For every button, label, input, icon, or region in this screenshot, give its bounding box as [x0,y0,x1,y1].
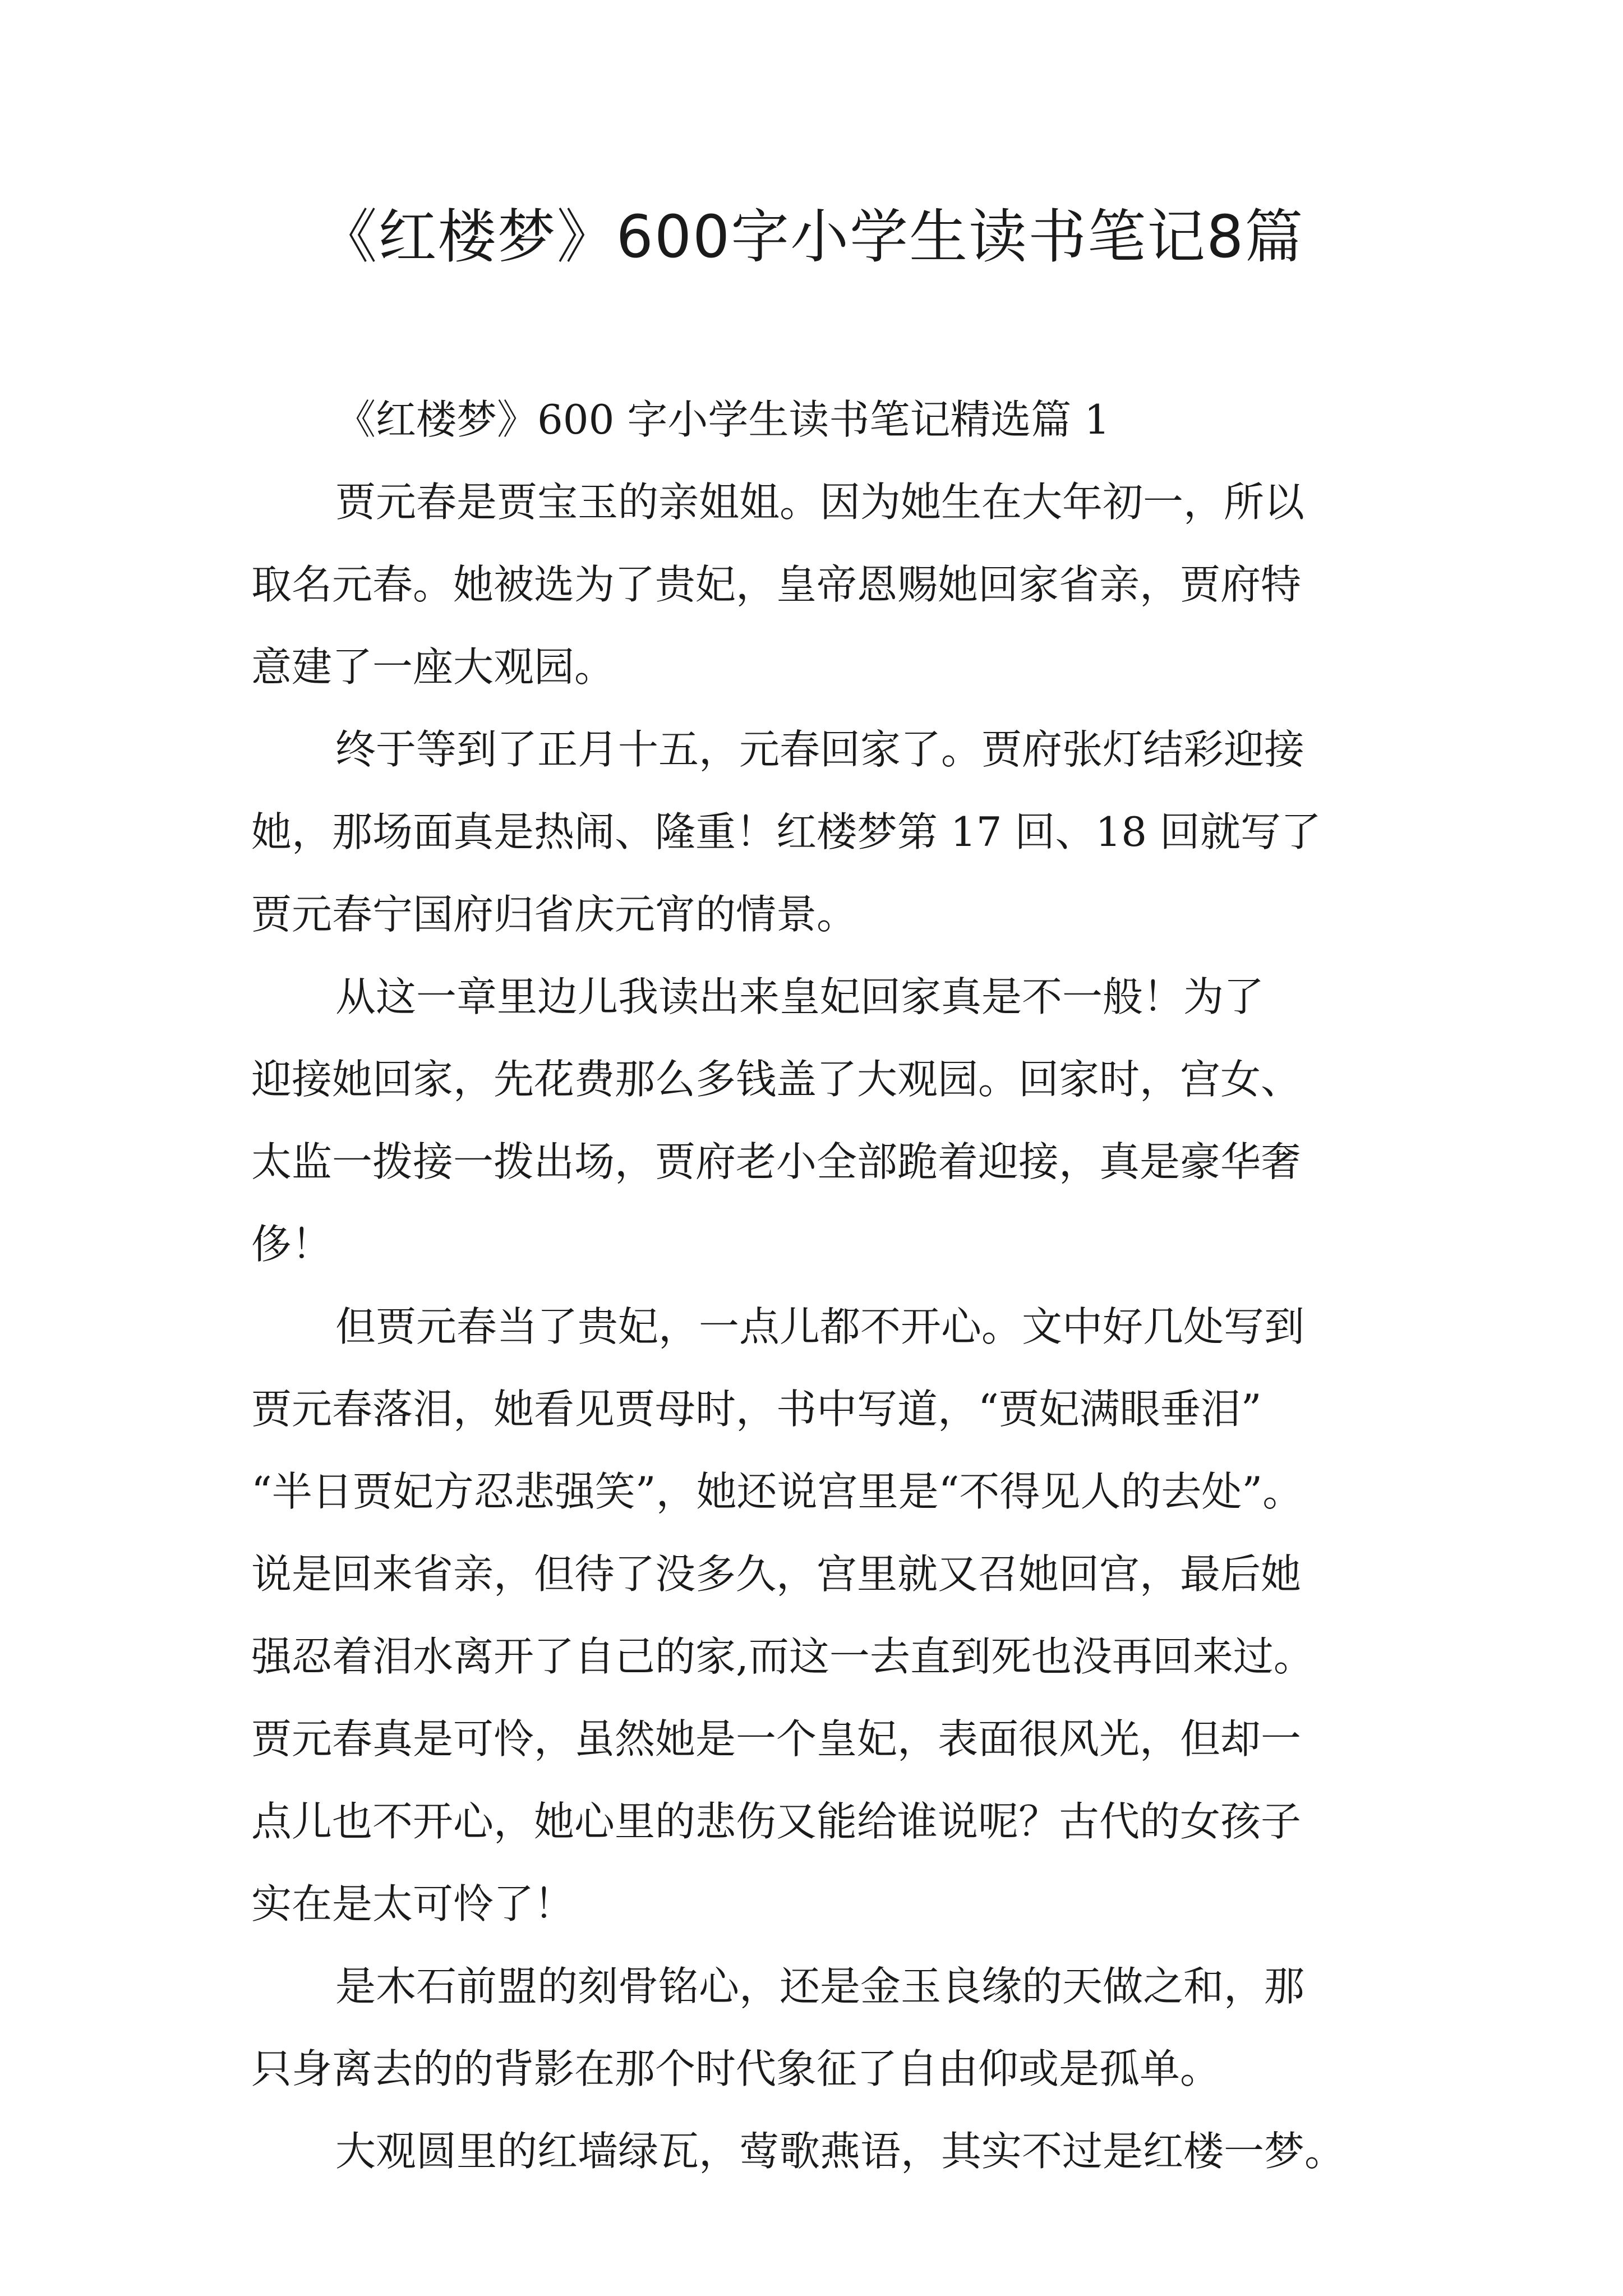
paragraph-first-line: 大观圆里的红墙绿瓦，莺歌燕语，其实不过是红楼一梦。 [335,2128,1345,2175]
paragraph-line: 她，那场面真是热闹、隆重！红楼梦第 17 回、18 回就写了 [251,808,1321,855]
paragraph-first-line: 是木石前盟的刻骨铭心，还是金玉良缘的天做之和，那 [335,1963,1305,2010]
document-body [251,379,1407,2193]
paragraph-first-line: 但贾元春当了贵妃，一点儿都不开心。文中好几处写到 [335,1303,1305,1350]
paragraph-line: “半日贾妃方忍悲强笑”，她还说宫里是“不得见人的去处”。 [251,1468,1303,1515]
paragraph-first-line: 《红楼梦》600 字小学生读书笔记精选篇 1 [335,396,1110,443]
paragraph-line: 取名元春。她被选为了贵妃，皇帝恩赐她回家省亲，贾府特 [251,561,1302,608]
paragraph-line: 实在是太可怜了！ [251,1880,575,1927]
paragraph-line: 贾元春真是可怜，虽然她是一个皇妃，表面很风光，但却一 [251,1715,1302,1763]
paragraph-line: 贾元春落泪，她看见贾母时，书中写道，“贾妃满眼垂泪” [251,1386,1262,1433]
paragraph-line: 意建了一座大观园。 [251,643,615,691]
paragraph-line: 只身离去的的背影在那个时代象征了自由仰或是孤单。 [251,2045,1221,2092]
paragraph-line: 点儿也不开心，她心里的悲伤又能给谁说呢？古代的女孩子 [251,1798,1302,1845]
paragraph-first-line: 贾元春是贾宝玉的亲姐姐。因为她生在大年初一，所以 [335,478,1305,526]
paragraph-line: 侈！ [251,1221,333,1268]
paragraph-first-line: 终于等到了正月十五，元春回家了。贾府张灯结彩迎接 [335,726,1305,773]
paragraph-line: 强忍着泪水离开了自己的家,而这一去直到死也没再回来过。 [251,1633,1314,1680]
paragraph-line: 迎接她回家，先花费那么多钱盖了大观园。回家时，宫女、 [251,1056,1302,1103]
paragraph-line: 太监一拨接一拨出场，贾府老小全部跪着迎接，真是豪华奢 [251,1138,1302,1185]
paragraph-line: 贾元春宁国府归省庆元宵的情景。 [251,891,857,938]
paragraph-line: 说是回来省亲，但待了没多久，宫里就又召她回宫，最后她 [251,1550,1302,1598]
document-title: 《红楼梦》600字小学生读书笔记8篇 [319,203,1304,271]
paragraph-first-line: 从这一章里边儿我读出来皇妃回家真是不一般！为了 [335,973,1265,1020]
